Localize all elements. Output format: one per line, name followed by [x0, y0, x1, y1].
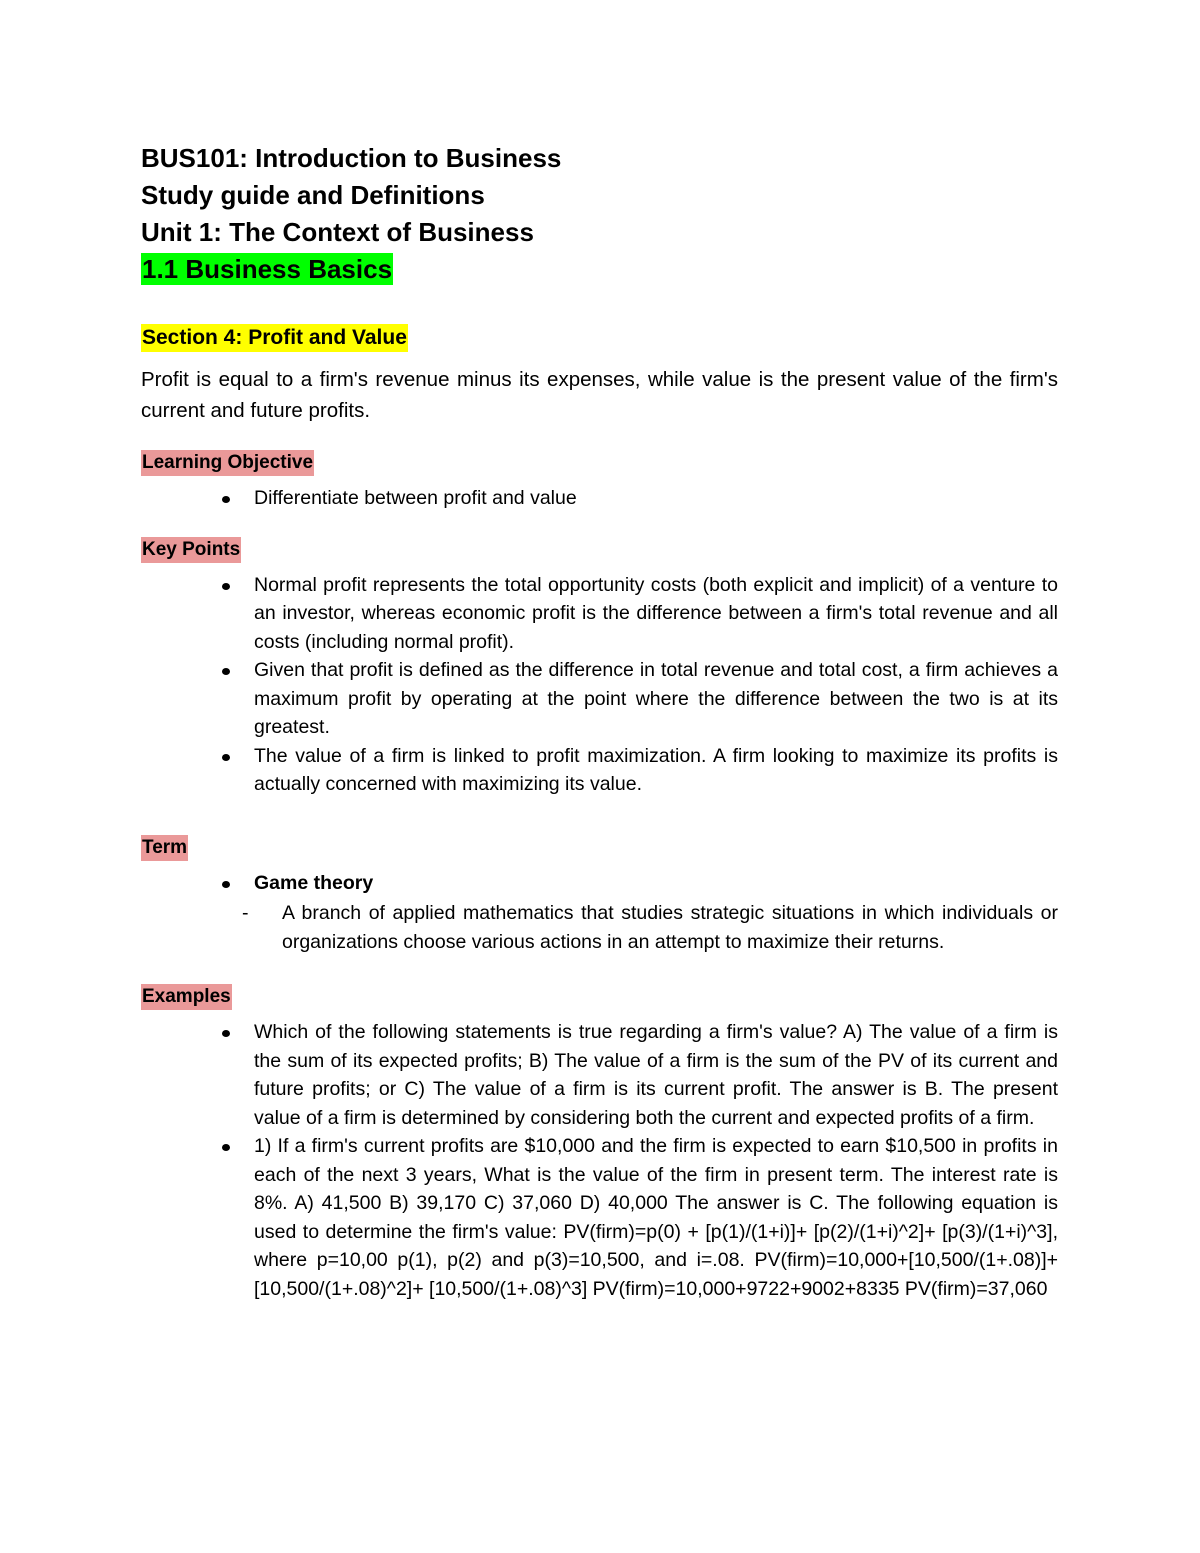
- course-title: BUS101: Introduction to Business: [141, 143, 562, 173]
- learning-objective-heading: [141, 450, 1058, 476]
- list-item-text: 1) If a firm's current profits are $10,000 and the firm is expected to earn $10,500 in profits in each of the next 3 years, What is the value of the firm in present term. The interest rate is 8%. A) 41,500 B) 39,170 C) 37,060 D) 40,000 The answer is C. The following equation is used to determine the firm's value: PV(firm)=p(0) + [p(1)/(1+i)]+ [p(2)/(1+i)^2]+ [p(3)/(1+i)^3], where p=10,00 p(1), p(2) and p(3)=10,500, and i=.08. PV(firm)=10,000+[10,500/(1+.08)]+ [10,500/(1+.08)^2]+ [10,500/(1+.08)^3] PV(firm)=10,000+9722+9002+8335 PV(firm)=37,060: [254, 1135, 1058, 1300]
- bullet-icon: [222, 668, 230, 675]
- list-item: [254, 742, 1058, 799]
- list-item: [254, 1132, 1058, 1303]
- term-list: [141, 869, 1058, 957]
- section-title: Section 4: Profit and Value: [141, 324, 408, 352]
- list-item-text: Which of the following statements is true regarding a firm's value? A) The value of a firm is the sum of its expected profits; B) The value of a firm is the sum of the PV of its current and future profits; or C) The value of a firm is its current profit. The answer is B. The present value of a firm is determined by considering both the current and expected profits of a firm.: [254, 1021, 1058, 1129]
- list-item-text: The value of a firm is linked to profit maximization. A firm looking to maximize its profits is actually concerned with maximizing its value.: [254, 744, 1058, 795]
- list-item: [242, 869, 1058, 957]
- term-label: Term: [141, 835, 188, 861]
- learning-objective-list: [141, 484, 1058, 513]
- list-item: [254, 1018, 1058, 1132]
- bullet-icon: [222, 496, 230, 503]
- examples-list: [141, 1018, 1058, 1303]
- examples-heading: [141, 984, 1058, 1010]
- term-definition-row: [242, 899, 1058, 956]
- term-name: Game theory: [254, 871, 374, 894]
- list-item: [254, 484, 1058, 513]
- bullet-icon: [222, 1030, 230, 1037]
- bullet-icon: [222, 881, 230, 888]
- bullet-icon: [222, 1144, 230, 1151]
- bullet-icon: [222, 754, 230, 761]
- dash-icon: -: [242, 902, 249, 924]
- unit-title: Unit 1: The Context of Business: [141, 217, 534, 247]
- subunit-title: 1.1 Business Basics: [142, 254, 393, 284]
- list-item-text: Differentiate between profit and value: [254, 487, 577, 509]
- bullet-icon: [222, 583, 230, 590]
- section-intro: Profit is equal to a firm's revenue minus its expenses, while value is the present value of the firm's current and future profits.: [141, 368, 1058, 422]
- list-item: [254, 571, 1058, 657]
- key-points-list: [141, 571, 1058, 799]
- key-points-heading: [141, 537, 1058, 563]
- term-definition: A branch of applied mathematics that studies strategic situations in which individuals or organizations choose various actions in an attempt to maximize their returns.: [282, 902, 1058, 953]
- learning-objective-label: Learning Objective: [141, 450, 314, 476]
- list-item-text: Given that profit is defined as the difference in total revenue and total cost, a firm achieves a maximum profit by operating at the point where the difference between the two is at its greatest.: [254, 659, 1058, 738]
- subunit-title-row: [141, 251, 1058, 288]
- section-heading-row: [141, 324, 1058, 352]
- document-page: [141, 140, 1058, 1303]
- key-points-label: Key Points: [141, 537, 241, 563]
- list-item-text: Normal profit represents the total opportunity costs (both explicit and implicit) of a venture to an investor, whereas economic profit is the difference between a firm's total revenue and all costs (including normal profit).: [254, 573, 1058, 653]
- list-item: [254, 656, 1058, 742]
- guide-title: Study guide and Definitions: [141, 180, 485, 210]
- examples-label: Examples: [141, 984, 232, 1010]
- term-heading: [141, 835, 1058, 861]
